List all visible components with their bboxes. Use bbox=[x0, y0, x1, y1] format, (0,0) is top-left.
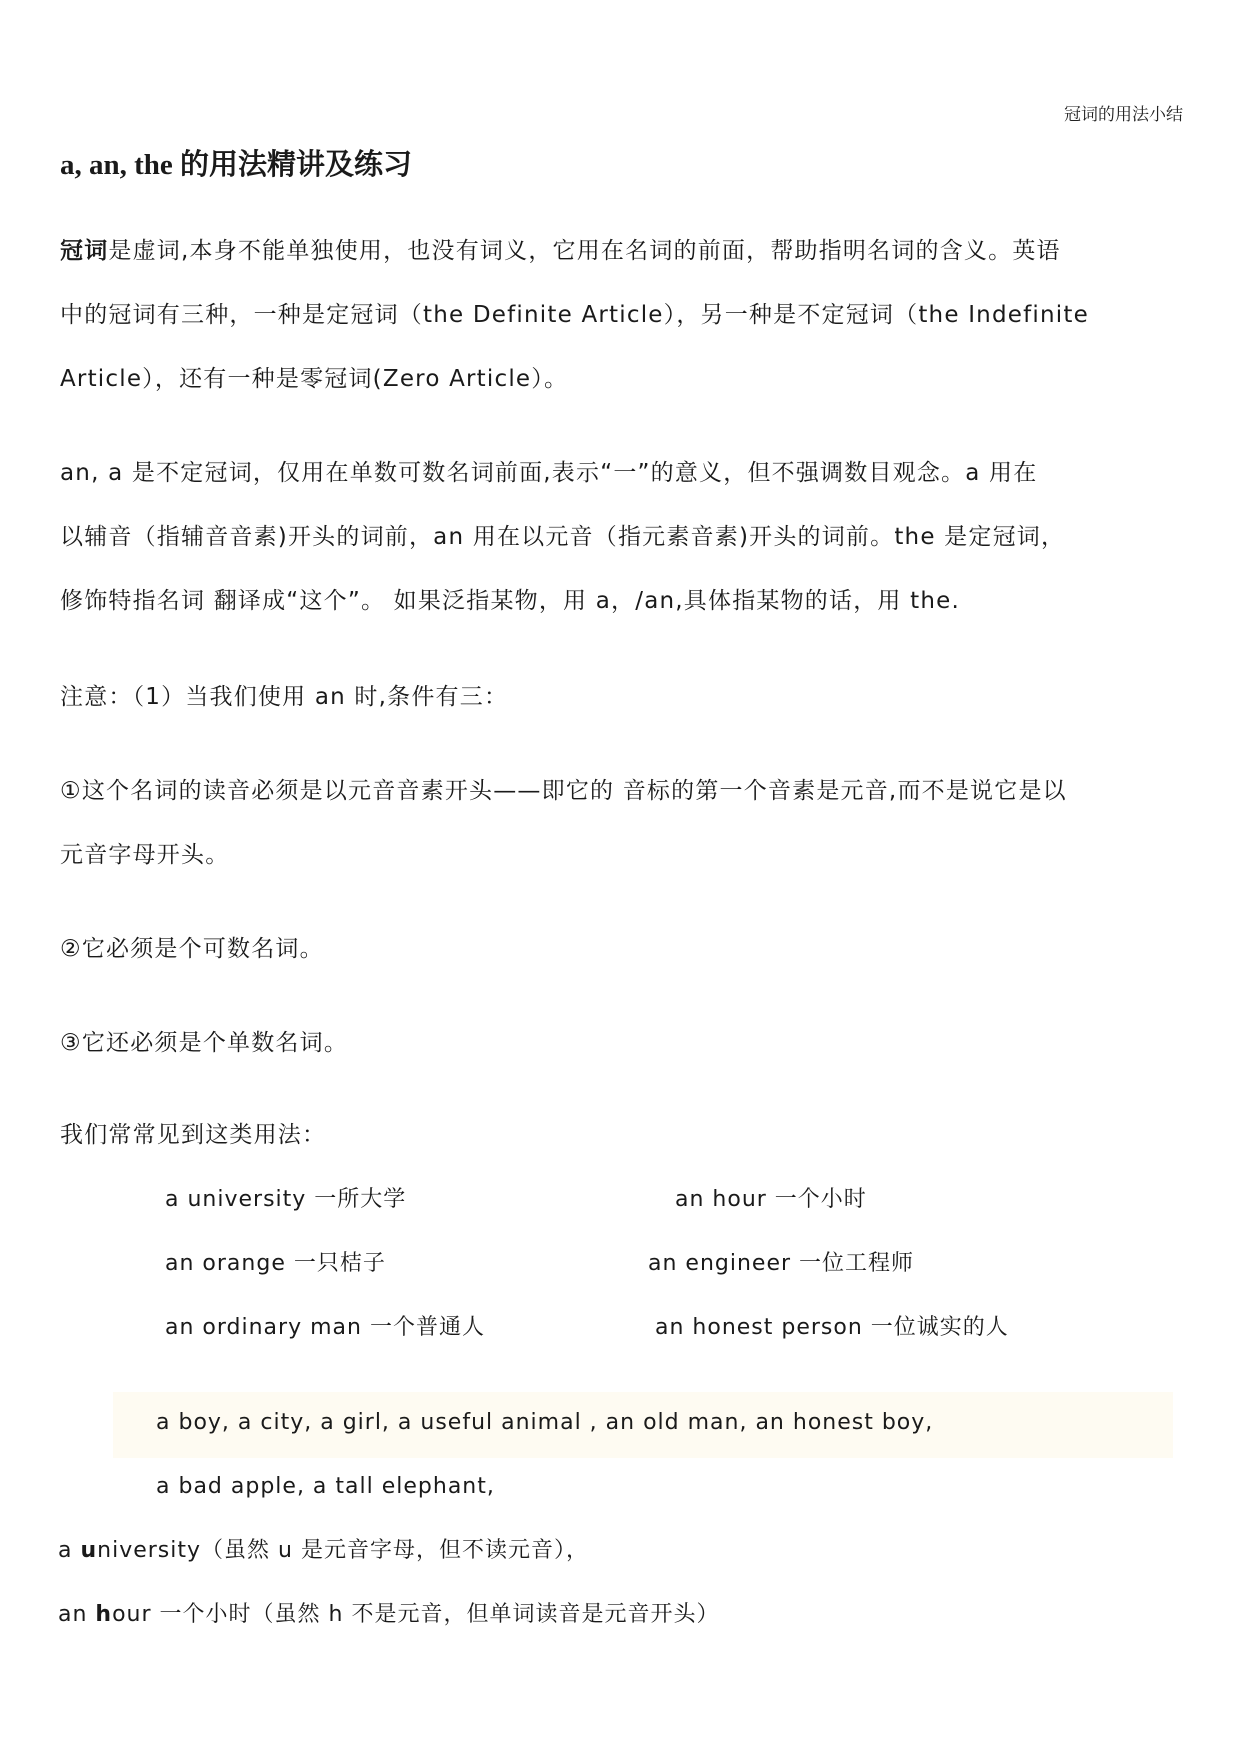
example-right-2: an engineer 一位工程师 bbox=[648, 1251, 915, 1276]
example-left-2: an orange 一只桔子 bbox=[165, 1251, 386, 1276]
bold-term: 冠词 bbox=[60, 238, 109, 264]
definition-line-3: 修饰特指名词 翻译成“这个”。 如果泛指某物，用 a，/an,具体指某物的话，用 the. bbox=[60, 588, 960, 614]
example-right-3: an honest person 一位诚实的人 bbox=[655, 1315, 1009, 1340]
example-right-1: an hour 一个小时 bbox=[675, 1187, 867, 1212]
page-title: a, an, the 的用法精讲及练习 bbox=[60, 149, 413, 181]
explanation-hour-rest: our 一个小时（虽然 h 不是元音，但单词读音是元音开头） bbox=[112, 1602, 720, 1627]
explanation-university-prefix: a bbox=[58, 1538, 81, 1563]
example-left-3: an ordinary man 一个普通人 bbox=[165, 1315, 485, 1340]
intro-line-1-text: 是虚词,本身不能单独使用，也没有词义，它用在名词的前面，帮助指明名词的含义。英语 bbox=[108, 238, 1061, 264]
more-examples-line-2: a bad apple, a tall elephant, bbox=[156, 1474, 495, 1499]
more-examples-line-1: a boy, a city, a girl, a useful animal , an old man, an honest boy, bbox=[156, 1410, 934, 1435]
intro-line-1 bbox=[60, 240, 1061, 263]
example-left-1: a university 一所大学 bbox=[165, 1187, 407, 1212]
condition-3: ③它还必须是个单数名词。 bbox=[60, 1030, 349, 1056]
explanation-hour-prefix: an bbox=[58, 1602, 96, 1627]
note-heading: 注意：（1）当我们使用 an 时,条件有三： bbox=[60, 684, 509, 710]
explanation-university-rest: niversity（虽然 u 是元音字母，但不读元音）， bbox=[97, 1538, 589, 1563]
explanation-hour bbox=[58, 1604, 719, 1626]
condition-1-line-1: ①这个名词的读音必须是以元音音素开头——即它的 音标的第一个音素是元音,而不是说它是以 bbox=[60, 778, 1067, 804]
intro-line-3: Article），还有一种是零冠词(Zero Article）。 bbox=[60, 366, 569, 392]
usage-heading: 我们常常见到这类用法： bbox=[60, 1122, 327, 1148]
running-header: 冠词的用法小结 bbox=[1064, 105, 1183, 125]
bold-letter-h: h bbox=[95, 1602, 113, 1627]
condition-2: ②它必须是个可数名词。 bbox=[60, 936, 324, 962]
definition-line-2: 以辅音（指辅音音素)开头的词前，an 用在以元音（指元素音素)开头的词前。the 是定冠词， bbox=[60, 524, 1066, 550]
bold-letter-u: u bbox=[80, 1538, 98, 1563]
intro-line-2: 中的冠词有三种，一种是定冠词（the Definite Article），另一种是不定冠词（the Indefinite bbox=[60, 302, 1089, 328]
condition-1-line-2: 元音字母开头。 bbox=[60, 842, 230, 868]
explanation-university bbox=[58, 1540, 589, 1562]
definition-line-1: an, a 是不定冠词，仅用在单数可数名词前面,表示“一”的意义，但不强调数目观念。a 用在 bbox=[60, 460, 1038, 486]
